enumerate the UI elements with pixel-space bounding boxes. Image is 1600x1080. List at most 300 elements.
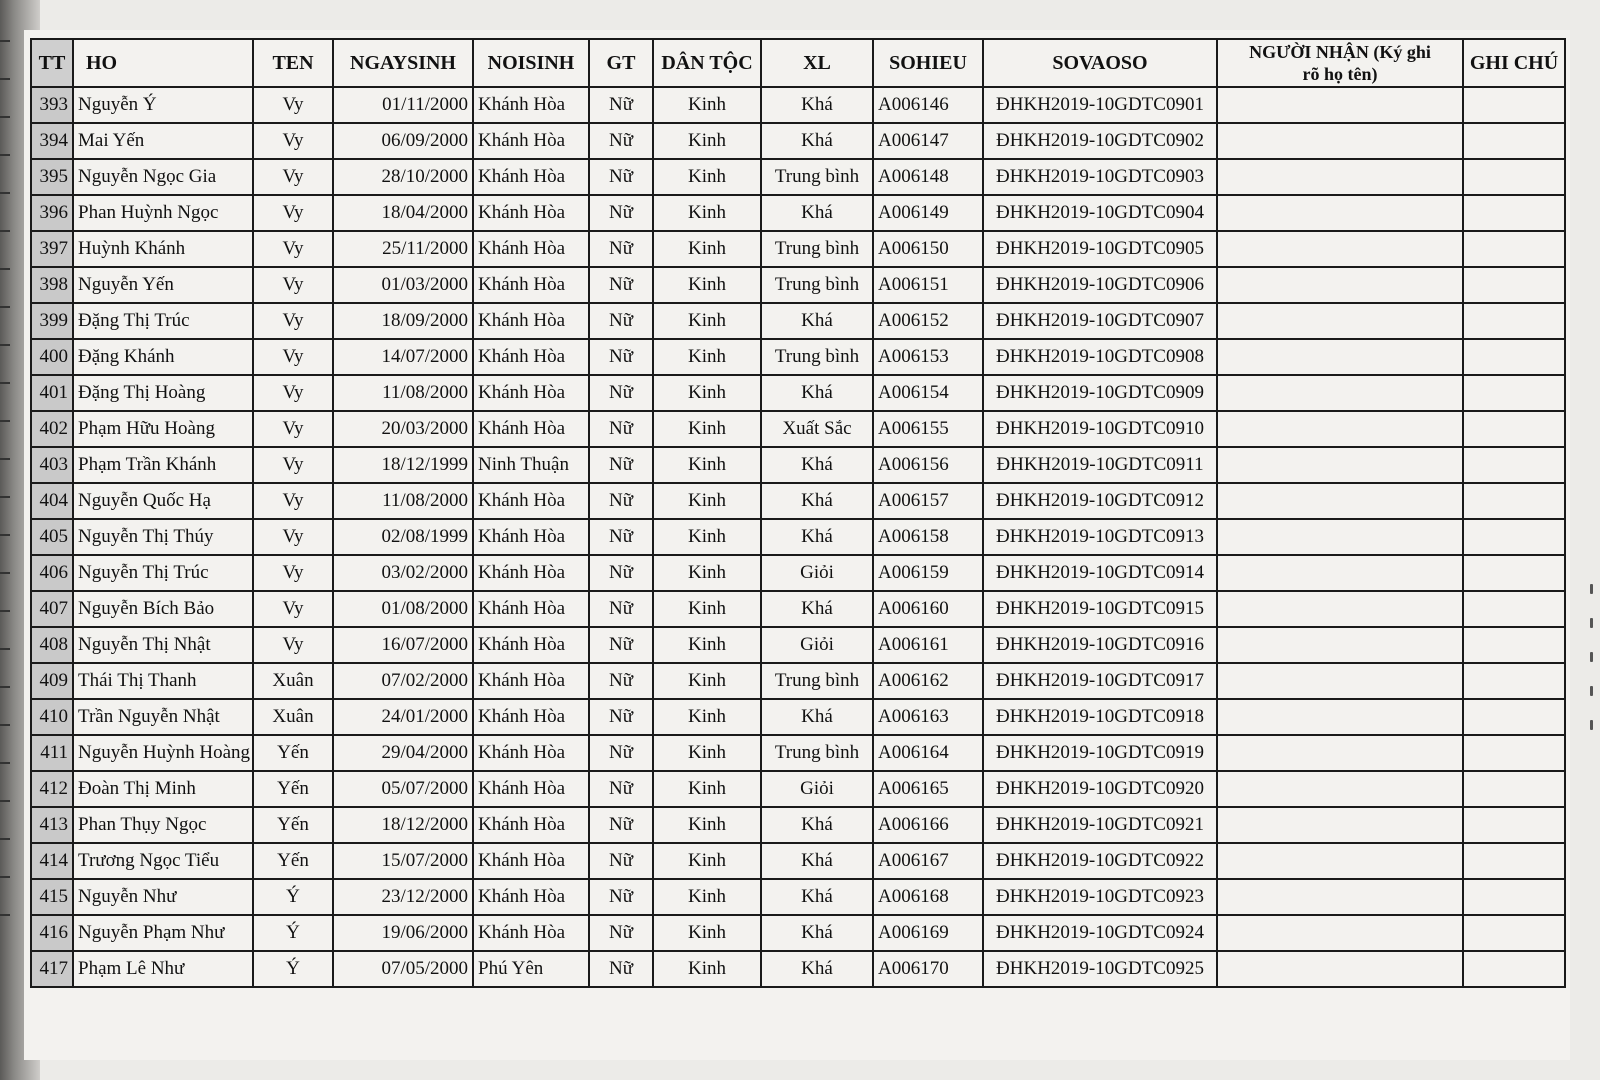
table-body [31, 87, 1565, 987]
cell-sohieu: A006153 [873, 339, 983, 375]
cell-gt: Nữ [589, 627, 653, 663]
cell-dantoc: Kinh [653, 951, 761, 987]
cell-sohieu: A006161 [873, 627, 983, 663]
table-row [31, 843, 1565, 879]
cell-ten: Yến [253, 771, 333, 807]
cell-xl: Khá [761, 843, 873, 879]
cell-gt: Nữ [589, 123, 653, 159]
cell-ngaysinh: 06/09/2000 [333, 123, 473, 159]
cell-dantoc: Kinh [653, 699, 761, 735]
cell-nguoi-nhan-signature [1217, 591, 1463, 627]
cell-tt: 401 [31, 375, 73, 411]
cell-noisinh: Khánh Hòa [473, 843, 589, 879]
binding-mark [0, 914, 10, 916]
cell-tt: 397 [31, 231, 73, 267]
cell-sovaoso: ĐHKH2019-10GDTC0913 [983, 519, 1217, 555]
cell-gt: Nữ [589, 303, 653, 339]
header-dantoc: DÂN TỘC [653, 39, 761, 87]
cell-sohieu: A006152 [873, 303, 983, 339]
table-row [31, 699, 1565, 735]
cell-xl: Giỏi [761, 555, 873, 591]
cell-ghi-chu [1463, 915, 1565, 951]
binding-mark [0, 724, 10, 726]
cell-sovaoso: ĐHKH2019-10GDTC0908 [983, 339, 1217, 375]
cell-ghi-chu [1463, 339, 1565, 375]
cell-sovaoso: ĐHKH2019-10GDTC0901 [983, 87, 1217, 123]
cell-sohieu: A006164 [873, 735, 983, 771]
cell-sohieu: A006158 [873, 519, 983, 555]
cell-ghi-chu [1463, 267, 1565, 303]
cell-nguoi-nhan-signature [1217, 195, 1463, 231]
cell-tt: 407 [31, 591, 73, 627]
cell-nguoi-nhan-signature [1217, 699, 1463, 735]
binding-mark [0, 268, 10, 270]
cell-tt: 410 [31, 699, 73, 735]
cell-noisinh: Khánh Hòa [473, 591, 589, 627]
cell-nguoi-nhan-signature [1217, 663, 1463, 699]
cell-ngaysinh: 07/02/2000 [333, 663, 473, 699]
cell-noisinh: Khánh Hòa [473, 627, 589, 663]
cell-ghi-chu [1463, 159, 1565, 195]
cell-ten: Yến [253, 843, 333, 879]
cell-ten: Ý [253, 951, 333, 987]
cell-xl: Khá [761, 447, 873, 483]
cell-noisinh: Khánh Hòa [473, 519, 589, 555]
table-row [31, 483, 1565, 519]
cell-ho: Nguyễn Ngọc Gia [73, 159, 253, 195]
cell-ghi-chu [1463, 951, 1565, 987]
cell-ho: Đặng Thị Trúc [73, 303, 253, 339]
cell-noisinh: Khánh Hòa [473, 555, 589, 591]
cell-dantoc: Kinh [653, 447, 761, 483]
cell-sovaoso: ĐHKH2019-10GDTC0918 [983, 699, 1217, 735]
cell-tt: 411 [31, 735, 73, 771]
cell-ghi-chu [1463, 771, 1565, 807]
cell-sovaoso: ĐHKH2019-10GDTC0906 [983, 267, 1217, 303]
cell-sovaoso: ĐHKH2019-10GDTC0922 [983, 843, 1217, 879]
cell-ngaysinh: 20/03/2000 [333, 411, 473, 447]
cell-dantoc: Kinh [653, 771, 761, 807]
cell-dantoc: Kinh [653, 627, 761, 663]
cell-ghi-chu [1463, 555, 1565, 591]
cell-xl: Khá [761, 699, 873, 735]
cell-sovaoso: ĐHKH2019-10GDTC0914 [983, 555, 1217, 591]
cell-ghi-chu [1463, 519, 1565, 555]
table-row [31, 879, 1565, 915]
cell-noisinh: Khánh Hòa [473, 411, 589, 447]
cell-ghi-chu [1463, 807, 1565, 843]
cell-ghi-chu [1463, 375, 1565, 411]
cell-sovaoso: ĐHKH2019-10GDTC0915 [983, 591, 1217, 627]
cell-nguoi-nhan-signature [1217, 447, 1463, 483]
cell-ho: Trương Ngọc Tiểu [73, 843, 253, 879]
cell-xl: Khá [761, 87, 873, 123]
cell-nguoi-nhan-signature [1217, 879, 1463, 915]
cell-ho: Nguyễn Yến [73, 267, 253, 303]
cell-nguoi-nhan-signature [1217, 303, 1463, 339]
cell-dantoc: Kinh [653, 807, 761, 843]
binding-mark [0, 154, 10, 156]
cell-xl: Khá [761, 303, 873, 339]
header-ten: TEN [253, 39, 333, 87]
cell-nguoi-nhan-signature [1217, 519, 1463, 555]
cell-tt: 406 [31, 555, 73, 591]
table-row [31, 915, 1565, 951]
cell-dantoc: Kinh [653, 375, 761, 411]
cell-ho: Nguyễn Phạm Như [73, 915, 253, 951]
cell-xl: Khá [761, 807, 873, 843]
cell-xl: Khá [761, 375, 873, 411]
cell-nguoi-nhan-signature [1217, 159, 1463, 195]
cell-ten: Yến [253, 807, 333, 843]
cell-tt: 409 [31, 663, 73, 699]
cell-nguoi-nhan-signature [1217, 87, 1463, 123]
cell-gt: Nữ [589, 735, 653, 771]
cell-ghi-chu [1463, 699, 1565, 735]
cell-noisinh: Khánh Hòa [473, 663, 589, 699]
cell-xl: Xuất Sắc [761, 411, 873, 447]
cell-ten: Vy [253, 375, 333, 411]
cell-tt: 402 [31, 411, 73, 447]
cell-sovaoso: ĐHKH2019-10GDTC0925 [983, 951, 1217, 987]
cell-noisinh: Khánh Hòa [473, 267, 589, 303]
cell-ho: Phan Thụy Ngọc [73, 807, 253, 843]
header-sohieu: SOHIEU [873, 39, 983, 87]
cell-ghi-chu [1463, 447, 1565, 483]
cell-ten: Vy [253, 303, 333, 339]
cell-ho: Phạm Lê Như [73, 951, 253, 987]
table-row [31, 627, 1565, 663]
cell-ghi-chu [1463, 843, 1565, 879]
cell-tt: 413 [31, 807, 73, 843]
cell-tt: 399 [31, 303, 73, 339]
cell-sohieu: A006146 [873, 87, 983, 123]
cell-dantoc: Kinh [653, 411, 761, 447]
cell-nguoi-nhan-signature [1217, 735, 1463, 771]
cell-ngaysinh: 15/07/2000 [333, 843, 473, 879]
binding-mark [0, 230, 10, 232]
header-noisinh: NOISINH [473, 39, 589, 87]
cell-sovaoso: ĐHKH2019-10GDTC0917 [983, 663, 1217, 699]
cell-nguoi-nhan-signature [1217, 339, 1463, 375]
cell-sohieu: A006148 [873, 159, 983, 195]
header-tt: TT [31, 39, 73, 87]
cell-sohieu: A006162 [873, 663, 983, 699]
cell-sovaoso: ĐHKH2019-10GDTC0907 [983, 303, 1217, 339]
cell-ngaysinh: 23/12/2000 [333, 879, 473, 915]
cell-sohieu: A006155 [873, 411, 983, 447]
cell-sohieu: A006165 [873, 771, 983, 807]
binding-mark [0, 458, 10, 460]
cell-ten: Ý [253, 879, 333, 915]
cell-sovaoso: ĐHKH2019-10GDTC0923 [983, 879, 1217, 915]
cell-ghi-chu [1463, 879, 1565, 915]
cell-ten: Vy [253, 555, 333, 591]
cell-sohieu: A006149 [873, 195, 983, 231]
cell-ten: Vy [253, 267, 333, 303]
cell-ten: Xuân [253, 663, 333, 699]
cell-gt: Nữ [589, 231, 653, 267]
cell-nguoi-nhan-signature [1217, 843, 1463, 879]
cell-ho: Đặng Khánh [73, 339, 253, 375]
table-row [31, 951, 1565, 987]
cell-dantoc: Kinh [653, 519, 761, 555]
cell-noisinh: Khánh Hòa [473, 195, 589, 231]
cell-nguoi-nhan-signature [1217, 915, 1463, 951]
cell-ghi-chu [1463, 483, 1565, 519]
cell-ho: Nguyễn Thị Nhật [73, 627, 253, 663]
cell-tt: 405 [31, 519, 73, 555]
table-row [31, 375, 1565, 411]
header-nguoi-nhan [1217, 39, 1463, 87]
cell-ten: Vy [253, 519, 333, 555]
cell-tt: 416 [31, 915, 73, 951]
table-row [31, 303, 1565, 339]
cell-ho: Phan Huỳnh Ngọc [73, 195, 253, 231]
cell-tt: 393 [31, 87, 73, 123]
cell-gt: Nữ [589, 195, 653, 231]
cell-noisinh: Khánh Hòa [473, 771, 589, 807]
cell-ghi-chu [1463, 231, 1565, 267]
cell-ten: Vy [253, 231, 333, 267]
cell-dantoc: Kinh [653, 267, 761, 303]
table-row [31, 663, 1565, 699]
cell-sovaoso: ĐHKH2019-10GDTC0910 [983, 411, 1217, 447]
cell-sohieu: A006167 [873, 843, 983, 879]
header-row [31, 39, 1565, 87]
binding-mark [0, 800, 10, 802]
binding-mark [0, 572, 10, 574]
cell-ngaysinh: 18/04/2000 [333, 195, 473, 231]
cell-ho: Nguyễn Bích Bảo [73, 591, 253, 627]
cell-ngaysinh: 11/08/2000 [333, 483, 473, 519]
cell-ten: Vy [253, 87, 333, 123]
cell-dantoc: Kinh [653, 159, 761, 195]
cell-xl: Giỏi [761, 627, 873, 663]
cell-gt: Nữ [589, 411, 653, 447]
cell-dantoc: Kinh [653, 663, 761, 699]
table-row [31, 735, 1565, 771]
cell-nguoi-nhan-signature [1217, 123, 1463, 159]
cell-ngaysinh: 02/08/1999 [333, 519, 473, 555]
cell-nguoi-nhan-signature [1217, 951, 1463, 987]
cell-xl: Khá [761, 483, 873, 519]
cell-ho: Nguyễn Như [73, 879, 253, 915]
cell-gt: Nữ [589, 483, 653, 519]
cell-gt: Nữ [589, 951, 653, 987]
cell-noisinh: Khánh Hòa [473, 879, 589, 915]
cell-sohieu: A006170 [873, 951, 983, 987]
cell-xl: Khá [761, 195, 873, 231]
cell-noisinh: Khánh Hòa [473, 483, 589, 519]
cell-noisinh: Khánh Hòa [473, 231, 589, 267]
cell-ho: Phạm Hữu Hoàng [73, 411, 253, 447]
cell-ho: Đoàn Thị Minh [73, 771, 253, 807]
cell-gt: Nữ [589, 843, 653, 879]
cell-ngaysinh: 03/02/2000 [333, 555, 473, 591]
table-row [31, 411, 1565, 447]
cell-xl: Trung bình [761, 735, 873, 771]
binding-mark [0, 420, 10, 422]
cell-tt: 395 [31, 159, 73, 195]
cell-ngaysinh: 28/10/2000 [333, 159, 473, 195]
cell-dantoc: Kinh [653, 123, 761, 159]
cell-xl: Khá [761, 915, 873, 951]
table-row [31, 519, 1565, 555]
cell-gt: Nữ [589, 87, 653, 123]
cell-ho: Trần Nguyễn Nhật [73, 699, 253, 735]
cell-noisinh: Khánh Hòa [473, 735, 589, 771]
cell-ten: Vy [253, 159, 333, 195]
cell-sohieu: A006166 [873, 807, 983, 843]
binding-mark [0, 78, 10, 80]
cell-xl: Khá [761, 519, 873, 555]
cell-gt: Nữ [589, 699, 653, 735]
cell-gt: Nữ [589, 159, 653, 195]
cell-ho: Thái Thị Thanh [73, 663, 253, 699]
header-gt: GT [589, 39, 653, 87]
cell-dantoc: Kinh [653, 735, 761, 771]
cell-ngaysinh: 16/07/2000 [333, 627, 473, 663]
cell-dantoc: Kinh [653, 303, 761, 339]
cell-sohieu: A006159 [873, 555, 983, 591]
table-row [31, 555, 1565, 591]
cell-ten: Ý [253, 915, 333, 951]
header-xl: XL [761, 39, 873, 87]
cell-ngaysinh: 24/01/2000 [333, 699, 473, 735]
binding-mark [0, 686, 10, 688]
cell-sovaoso: ĐHKH2019-10GDTC0924 [983, 915, 1217, 951]
table-row [31, 591, 1565, 627]
cell-ho: Nguyễn Ý [73, 87, 253, 123]
header-sovaoso: SOVAOSO [983, 39, 1217, 87]
cell-xl: Trung bình [761, 663, 873, 699]
cell-ten: Vy [253, 591, 333, 627]
binding-mark [0, 534, 10, 536]
cell-sohieu: A006147 [873, 123, 983, 159]
cell-dantoc: Kinh [653, 915, 761, 951]
cell-ten: Xuân [253, 699, 333, 735]
cell-ghi-chu [1463, 195, 1565, 231]
cell-xl: Khá [761, 879, 873, 915]
cell-sohieu: A006160 [873, 591, 983, 627]
cell-xl: Trung bình [761, 267, 873, 303]
cell-sovaoso: ĐHKH2019-10GDTC0920 [983, 771, 1217, 807]
cell-ngaysinh: 11/08/2000 [333, 375, 473, 411]
cell-sovaoso: ĐHKH2019-10GDTC0921 [983, 807, 1217, 843]
cell-dantoc: Kinh [653, 555, 761, 591]
cell-ngaysinh: 14/07/2000 [333, 339, 473, 375]
cell-sovaoso: ĐHKH2019-10GDTC0904 [983, 195, 1217, 231]
cell-sovaoso: ĐHKH2019-10GDTC0903 [983, 159, 1217, 195]
cell-noisinh: Khánh Hòa [473, 339, 589, 375]
cell-ghi-chu [1463, 627, 1565, 663]
binding-mark [0, 762, 10, 764]
cell-dantoc: Kinh [653, 483, 761, 519]
cell-nguoi-nhan-signature [1217, 231, 1463, 267]
header-ghi-chu: GHI CHÚ [1463, 39, 1565, 87]
cell-nguoi-nhan-signature [1217, 483, 1463, 519]
cell-xl: Trung bình [761, 159, 873, 195]
cell-ho: Nguyễn Thị Thúy [73, 519, 253, 555]
cell-noisinh: Khánh Hòa [473, 375, 589, 411]
margin-marks [1588, 560, 1596, 760]
cell-ghi-chu [1463, 123, 1565, 159]
cell-xl: Khá [761, 951, 873, 987]
cell-dantoc: Kinh [653, 591, 761, 627]
cell-tt: 404 [31, 483, 73, 519]
header-nguoi-nhan-line2: rõ họ tên) [1302, 64, 1378, 84]
cell-gt: Nữ [589, 375, 653, 411]
table-row [31, 231, 1565, 267]
cell-gt: Nữ [589, 879, 653, 915]
cell-sohieu: A006150 [873, 231, 983, 267]
cell-tt: 414 [31, 843, 73, 879]
cell-gt: Nữ [589, 591, 653, 627]
cell-gt: Nữ [589, 519, 653, 555]
cell-ghi-chu [1463, 591, 1565, 627]
binding-mark [0, 192, 10, 194]
cell-sovaoso: ĐHKH2019-10GDTC0912 [983, 483, 1217, 519]
cell-noisinh: Khánh Hòa [473, 87, 589, 123]
cell-gt: Nữ [589, 267, 653, 303]
cell-dantoc: Kinh [653, 87, 761, 123]
cell-ten: Vy [253, 195, 333, 231]
cell-ngaysinh: 18/09/2000 [333, 303, 473, 339]
cell-tt: 412 [31, 771, 73, 807]
cell-ngaysinh: 07/05/2000 [333, 951, 473, 987]
cell-noisinh: Phú Yên [473, 951, 589, 987]
cell-dantoc: Kinh [653, 879, 761, 915]
cell-nguoi-nhan-signature [1217, 555, 1463, 591]
cell-ngaysinh: 18/12/2000 [333, 807, 473, 843]
cell-sohieu: A006163 [873, 699, 983, 735]
cell-ngaysinh: 29/04/2000 [333, 735, 473, 771]
cell-noisinh: Khánh Hòa [473, 303, 589, 339]
cell-ho: Nguyễn Quốc Hạ [73, 483, 253, 519]
cell-nguoi-nhan-signature [1217, 411, 1463, 447]
cell-sohieu: A006169 [873, 915, 983, 951]
cell-sohieu: A006151 [873, 267, 983, 303]
cell-ngaysinh: 18/12/1999 [333, 447, 473, 483]
binding-mark [0, 40, 10, 42]
binding-mark [0, 838, 10, 840]
cell-tt: 415 [31, 879, 73, 915]
table-row [31, 195, 1565, 231]
cell-xl: Khá [761, 123, 873, 159]
table-row [31, 123, 1565, 159]
cell-sovaoso: ĐHKH2019-10GDTC0919 [983, 735, 1217, 771]
cell-ten: Vy [253, 411, 333, 447]
cell-tt: 408 [31, 627, 73, 663]
cell-ten: Vy [253, 483, 333, 519]
table-row [31, 159, 1565, 195]
cell-gt: Nữ [589, 807, 653, 843]
cell-tt: 394 [31, 123, 73, 159]
cell-tt: 417 [31, 951, 73, 987]
cell-ngaysinh: 01/08/2000 [333, 591, 473, 627]
cell-dantoc: Kinh [653, 843, 761, 879]
cell-noisinh: Khánh Hòa [473, 159, 589, 195]
cell-sovaoso: ĐHKH2019-10GDTC0902 [983, 123, 1217, 159]
cell-nguoi-nhan-signature [1217, 375, 1463, 411]
cell-sohieu: A006157 [873, 483, 983, 519]
table-row [31, 807, 1565, 843]
cell-noisinh: Khánh Hòa [473, 699, 589, 735]
cell-sohieu: A006156 [873, 447, 983, 483]
cell-gt: Nữ [589, 555, 653, 591]
cell-tt: 400 [31, 339, 73, 375]
